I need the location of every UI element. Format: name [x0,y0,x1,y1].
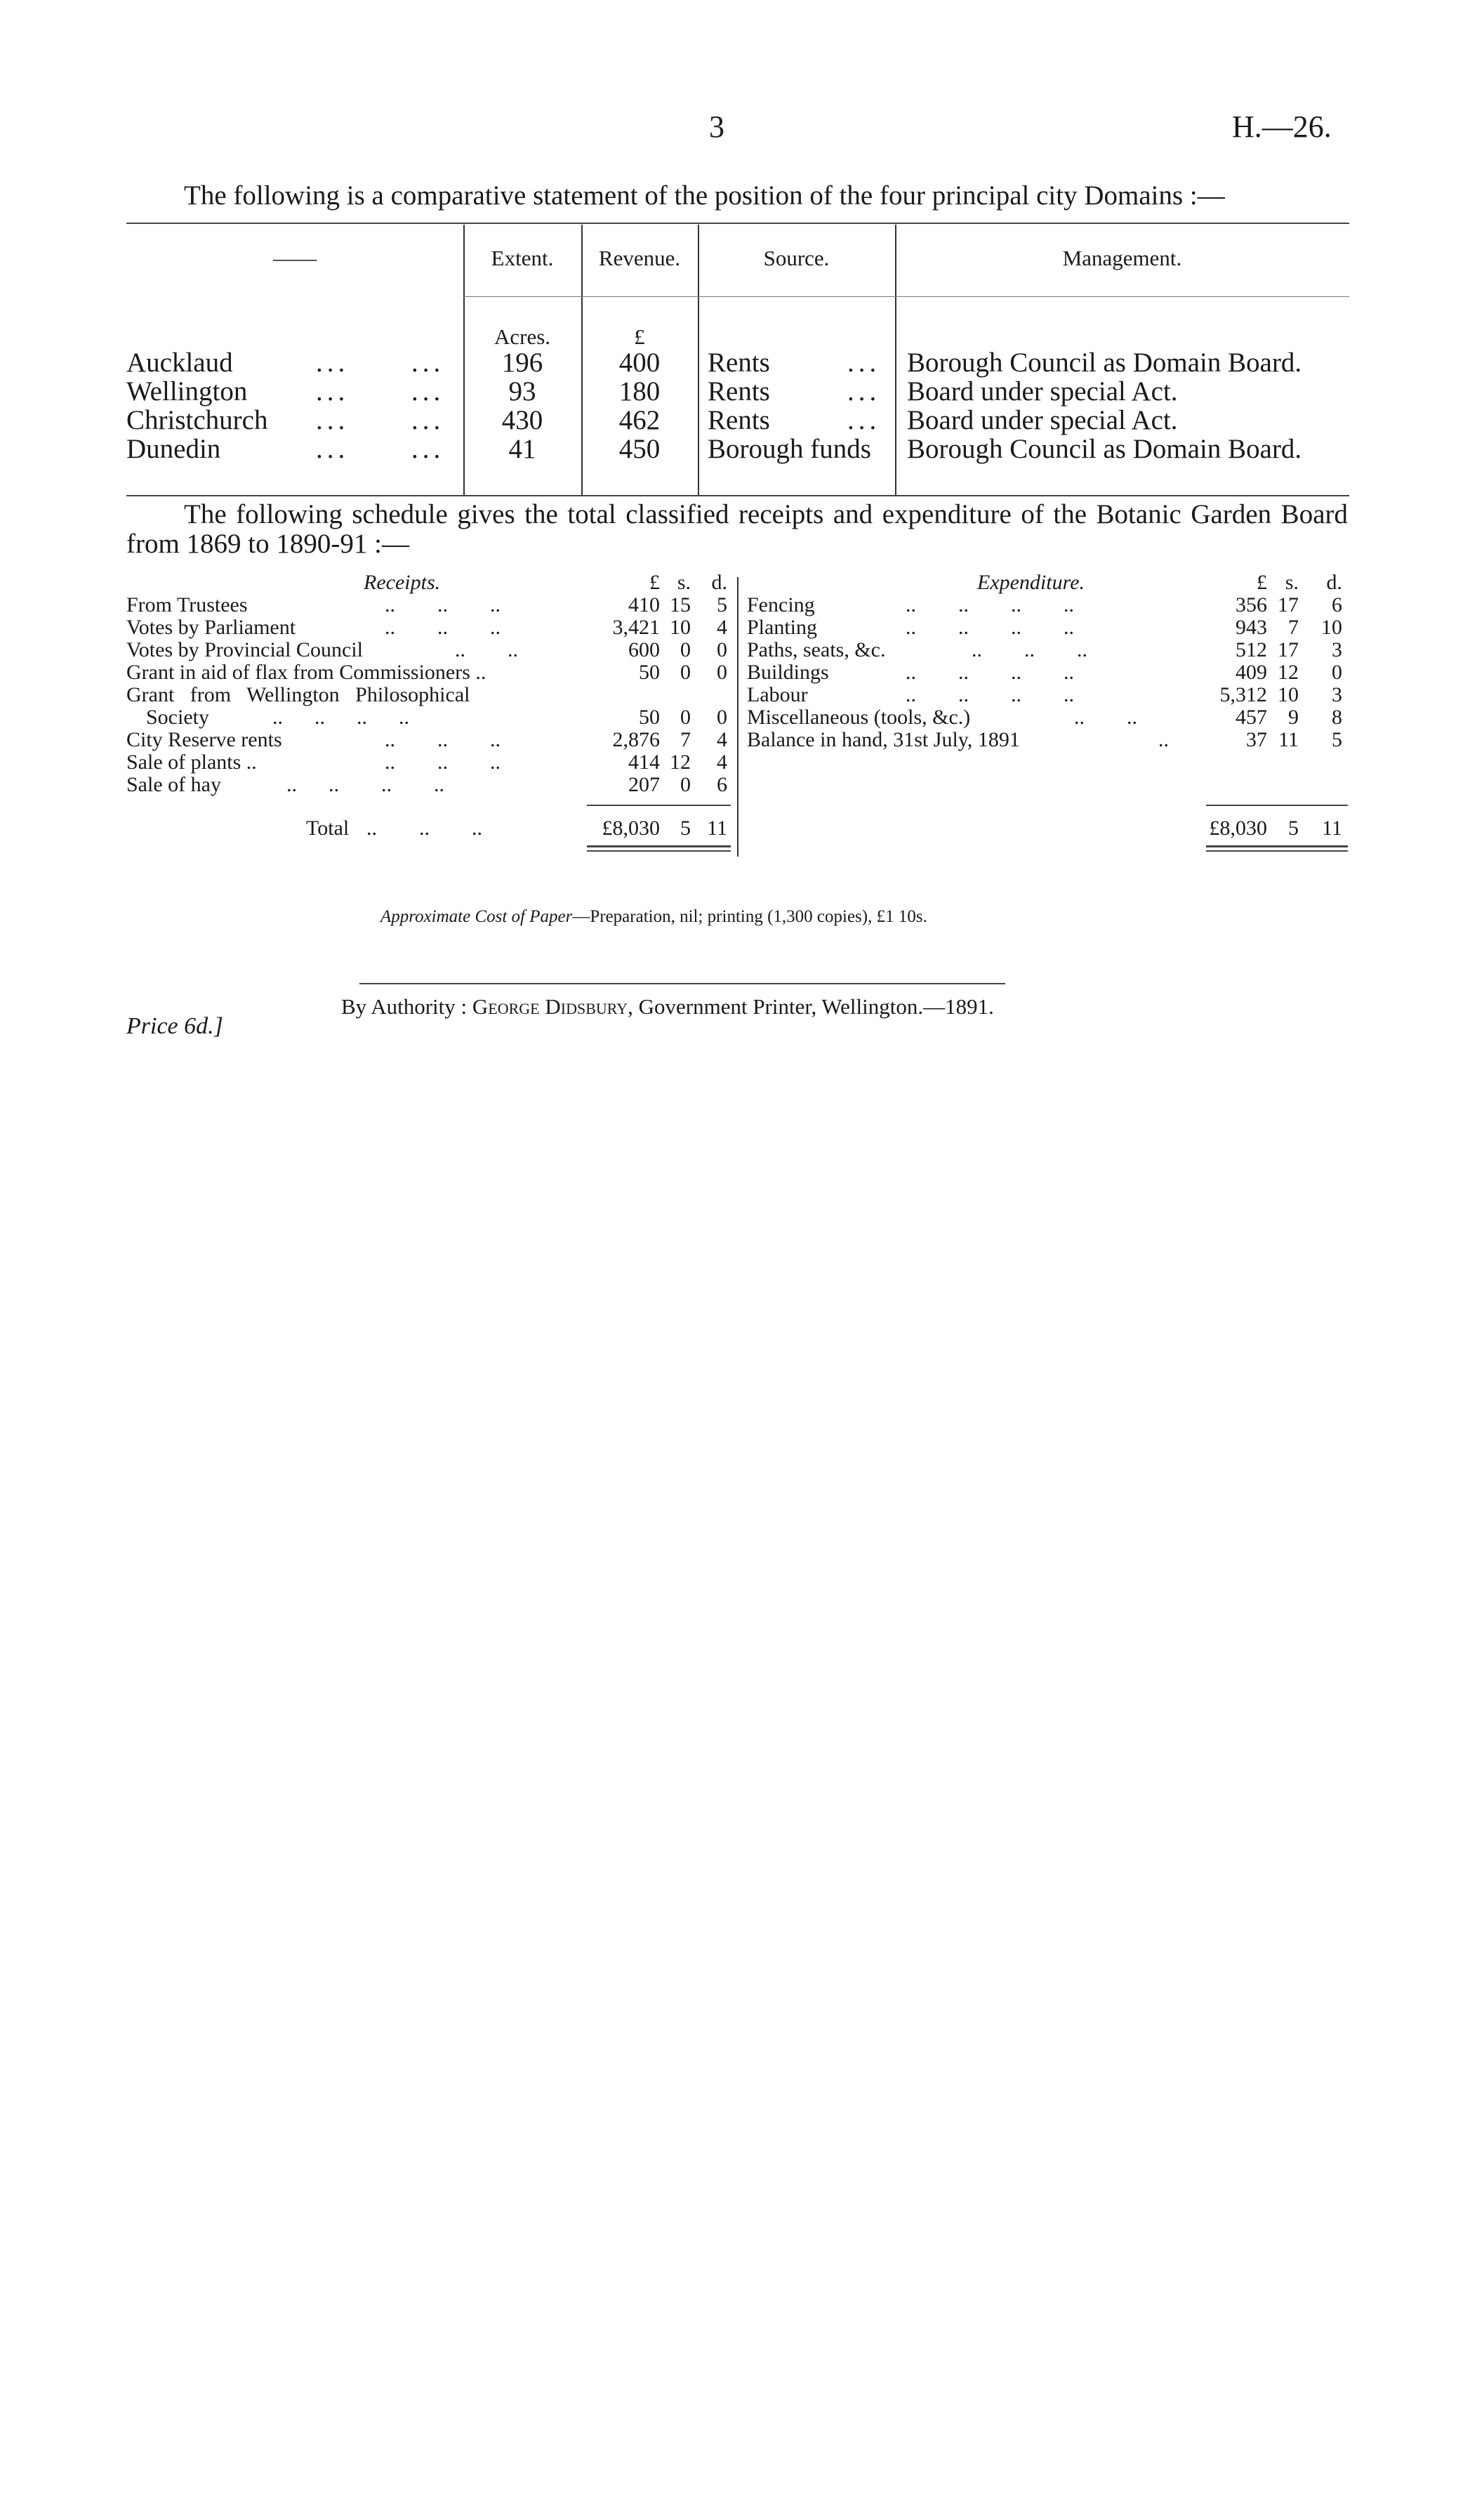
domain-name: Wellington [126,376,248,407]
leader-dots: ... [847,405,881,435]
schedule-divider [737,577,738,857]
expenditure-pence: 0 [1332,661,1342,684]
receipt-shillings: 7 [680,728,691,751]
domain-name: Dunedin [126,434,221,464]
shillings-header: s. [1285,571,1299,594]
expenditure-pounds: 5,312 [1219,683,1267,706]
domain-source: Rents [708,405,770,435]
leader-dots: .. .. .. [366,817,482,840]
receipt-pence: 4 [717,616,727,639]
expenditure-label: Paths, seats, &c. [747,638,886,661]
receipt-label: City Reserve rents [126,728,282,751]
leader-dots: ... [411,434,445,464]
cost-note-label: Approximate Cost of Paper [380,907,573,926]
pence-header: d. [711,571,727,594]
receipt-pence: 0 [717,638,727,661]
leader-dots: .. .. .. .. [906,616,1074,639]
expenditure-label: Labour [747,683,808,706]
leader-dots: ... [411,348,445,378]
expenditure-label: Balance in hand, 31st July, 1891 [747,728,1020,751]
receipt-shillings: 0 [680,638,691,661]
domain-management: Borough Council as Domain Board. [907,348,1302,378]
expenditure-pence: 3 [1332,683,1342,706]
imprint-prefix: By Authority : [341,994,468,1019]
expenditure-label: Planting [747,616,818,639]
pounds-header: £ [1257,571,1267,594]
domain-extent: 430 [501,405,543,435]
receipt-pounds: 414 [628,751,660,774]
domain-extent: 196 [501,348,543,378]
leader-dots: .. .. .. [385,593,501,616]
column-header-management: Management. [1062,246,1182,270]
leader-dots: .. .. .. .. [906,661,1074,684]
total-rule [587,805,731,806]
leader-dots: ... [316,405,350,435]
cost-note [380,906,927,928]
receipt-pounds: 50 [639,706,660,729]
column-header-name: —— [273,246,317,270]
domain-revenue: 180 [618,376,661,407]
imprint-printer: George Didsbury [472,994,628,1019]
receipt-pounds: 410 [628,593,660,616]
receipt-label: Sale of hay [126,773,221,796]
expenditure-shillings: 11 [1278,728,1299,751]
leader-dots: .. .. [1074,706,1137,729]
pence-header: d. [1326,571,1342,594]
total-double-rule [1206,845,1348,847]
column-header-source: Source. [763,246,830,270]
receipt-pence: 4 [717,751,727,774]
imprint [341,996,994,1018]
pounds-header: £ [649,571,660,594]
domain-revenue: 400 [618,348,661,378]
total-double-rule [1206,850,1348,852]
leader-dots: .. .. .. .. [906,683,1074,706]
expenditure-total-pounds: £8,030 [1209,817,1267,840]
expenditure-pence: 8 [1332,706,1342,729]
expenditure-shillings: 12 [1278,661,1299,684]
expenditure-total-pence: 11 [1322,817,1342,840]
domain-management: Board under special Act. [907,376,1178,407]
expenditure-pounds: 512 [1235,638,1267,661]
domain-management: Borough Council as Domain Board. [907,434,1302,464]
leader-dots: ... [847,348,881,378]
leader-dots: .. .. .. [385,728,501,751]
domain-extent: 41 [508,434,536,464]
expenditure-heading: Expenditure. [977,571,1085,594]
intro-text: The following schedule gives the total classified receipts and expenditure of the Botanic Garden Board from 1869 to 1890-91 :— [126,499,1348,559]
receipt-pence: 0 [717,661,727,684]
leader-dots: .. .. [455,638,518,661]
imprint-suffix: , Government Printer, Wellington.—1891. [628,994,994,1019]
domain-revenue: 450 [618,434,661,464]
receipt-shillings: 10 [670,616,691,639]
domain-name: Aucklaud [126,348,233,378]
expenditure-label: Fencing [747,593,815,616]
total-double-rule [587,845,731,847]
domain-extent: 93 [508,376,536,407]
expenditure-pounds: 37 [1246,728,1267,751]
expenditure-pounds: 409 [1235,661,1267,684]
receipt-label: Grant in aid of flax from Commissioners .. [126,661,486,684]
leader-dots: ... [316,348,350,378]
table-bottom-rule [126,495,1349,496]
intro-paragraph-domains: The following is a comparative statement of the position of the four principal city Domains :— [184,180,1225,211]
receipt-label: Society [146,706,209,729]
expenditure-shillings: 17 [1278,593,1299,616]
receipt-pence: 5 [717,593,727,616]
price-note: Price 6d.] [126,1013,223,1039]
column-header-extent: Extent. [491,246,554,270]
receipts-total-pence: 11 [707,817,727,840]
cost-note-text: —Preparation, nil; printing (1,300 copies), £1 10s. [572,907,927,926]
leader-dots: .. .. .. [385,616,501,639]
total-double-rule [587,850,731,852]
expenditure-shillings: 9 [1288,706,1299,729]
receipt-shillings: 15 [670,593,691,616]
imprint-rule [359,983,1005,984]
leader-dots: .. .. .. .. [272,706,409,729]
unit-pounds: £ [634,324,645,349]
domain-name: Christchurch [126,405,268,435]
receipt-shillings: 0 [680,661,691,684]
leader-dots: ... [411,376,445,407]
receipt-label: Sale of plants .. [126,751,257,774]
leader-dots: .. .. .. [972,638,1087,661]
total-label: Total [306,817,350,840]
domain-source: Rents [708,376,770,407]
receipt-pounds: 2,876 [612,728,660,751]
expenditure-pence: 6 [1332,593,1342,616]
domain-source: Rents [708,348,770,378]
receipts-total-shillings: 5 [680,817,691,840]
leader-dots: ... [847,376,881,407]
expenditure-pence: 3 [1332,638,1342,661]
unit-acres: Acres. [493,324,551,349]
leader-dots: .. [1158,728,1169,751]
expenditure-pounds: 943 [1235,616,1267,639]
receipt-pounds: 3,421 [612,616,660,639]
page-number: 3 [709,110,724,144]
receipt-shillings: 12 [670,751,691,774]
expenditure-label: Buildings [747,661,829,684]
expenditure-pence: 10 [1321,616,1342,639]
expenditure-shillings: 7 [1288,616,1299,639]
receipt-pence: 6 [717,773,727,796]
receipt-label: Grant from Wellington Philosophical [126,683,470,706]
domain-source: Borough funds [708,434,871,464]
expenditure-pence: 5 [1332,728,1342,751]
leader-dots: .. .. .. [385,751,501,774]
leader-dots: .. .. .. .. [906,593,1074,616]
expenditure-pounds: 457 [1235,706,1267,729]
domain-management: Board under special Act. [907,405,1178,435]
expenditure-shillings: 17 [1278,638,1299,661]
receipt-pounds: 600 [628,638,660,661]
shillings-header: s. [677,571,691,594]
intro-paragraph-botanic [126,500,1348,559]
receipts-total-pounds: £8,030 [602,817,660,840]
total-rule [1206,805,1348,806]
receipts-heading: Receipts. [364,571,441,594]
table-top-rule [126,223,1349,224]
expenditure-label: Miscellaneous (tools, &c.) [747,706,971,729]
receipt-label: Votes by Provincial Council [126,638,363,661]
receipt-pence: 4 [717,728,727,751]
receipt-label: From Trustees [126,593,248,616]
receipt-pence: 0 [717,706,727,729]
column-header-revenue: Revenue. [598,246,681,270]
receipt-label: Votes by Parliament [126,616,296,639]
leader-dots: ... [316,376,350,407]
receipt-shillings: 0 [680,706,691,729]
receipt-pounds: 50 [639,661,660,684]
header-underline [463,296,1349,297]
leader-dots: .. .. .. .. [286,773,444,796]
expenditure-shillings: 10 [1278,683,1299,706]
leader-dots: ... [316,434,350,464]
receipt-pounds: 207 [628,773,660,796]
receipt-shillings: 0 [680,773,691,796]
expenditure-total-shillings: 5 [1288,817,1299,840]
domain-revenue: 462 [618,405,661,435]
expenditure-pounds: 356 [1235,593,1267,616]
leader-dots: ... [411,405,445,435]
document-code: H.—26. [1232,110,1332,144]
